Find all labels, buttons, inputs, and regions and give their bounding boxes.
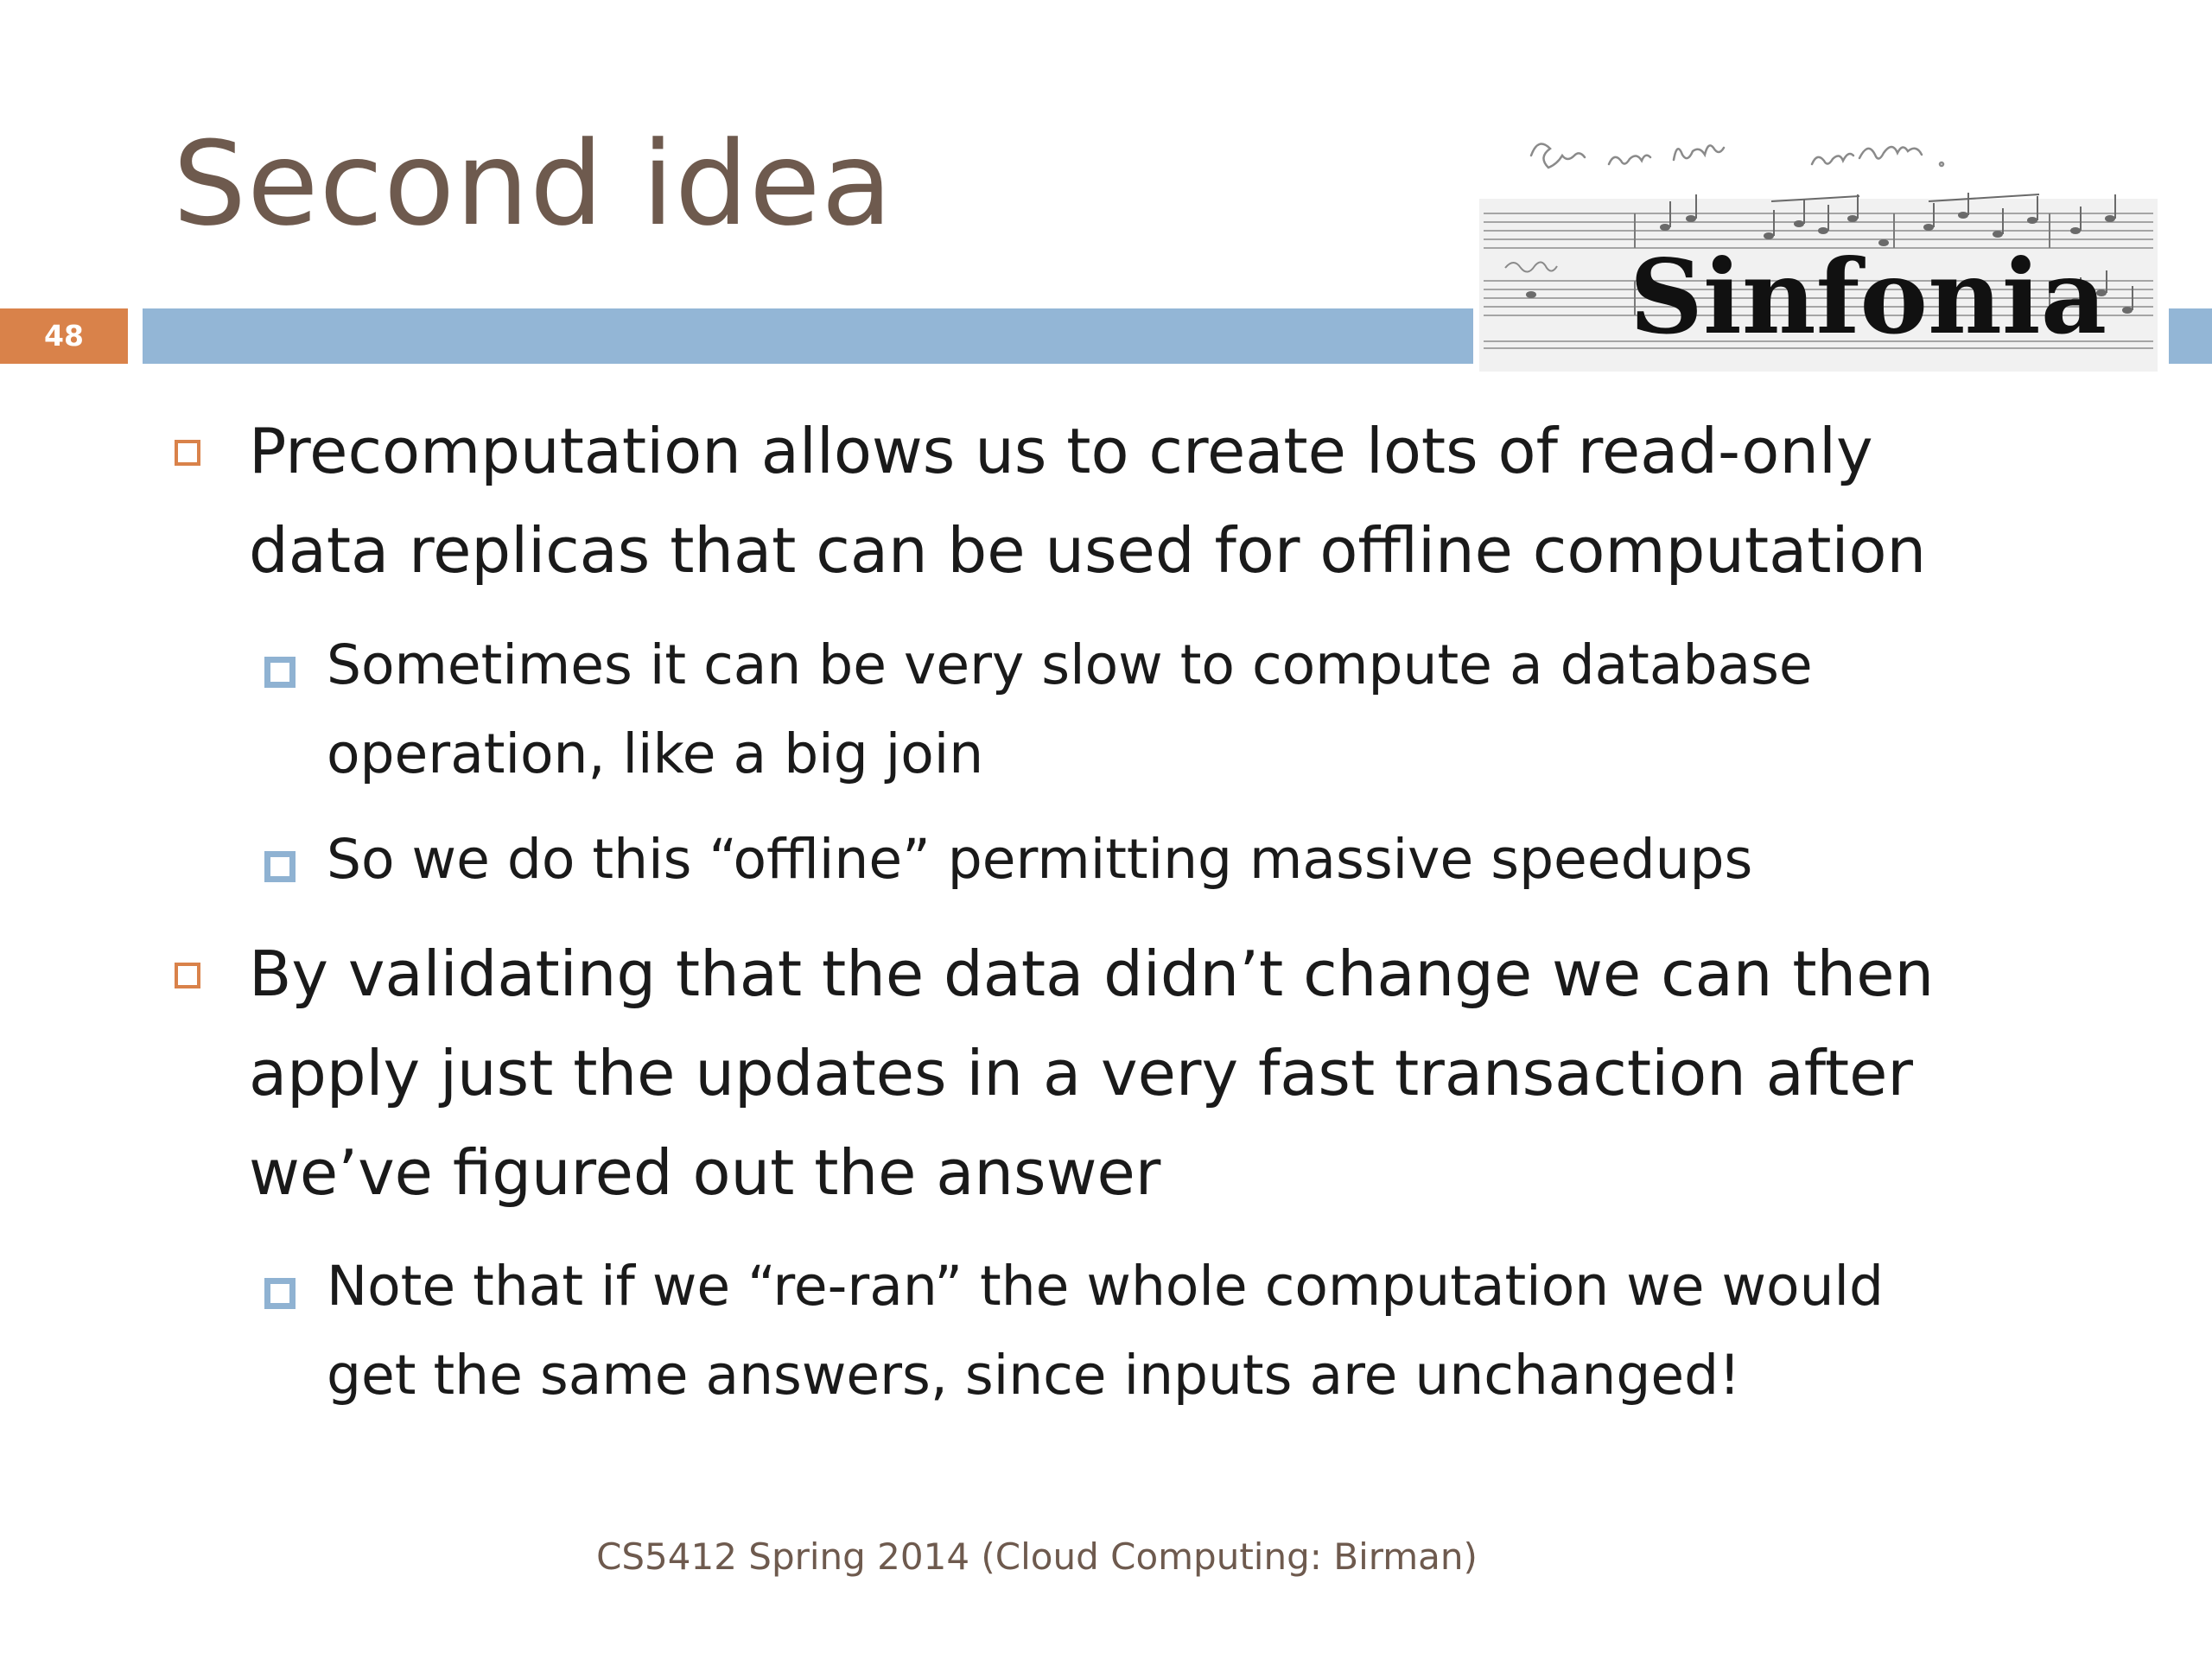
sub-bullet-3-line-2: get the same answers, since inputs are unchanged! — [327, 1344, 1741, 1407]
bullet-2-line-3: we’ve figured out the answer — [249, 1136, 1161, 1209]
bullet-2-line-1: By validating that the data didn’t change we can then — [249, 938, 1935, 1010]
bullet-2-line-2: apply just the updates in a very fast transaction after — [249, 1037, 1913, 1109]
sub-bullet-1-line-2: operation, like a big join — [327, 722, 984, 785]
square-bullet-icon — [264, 851, 296, 882]
footer-text: CS5412 Spring 2014 (Cloud Computing: Birman) — [596, 1535, 1478, 1578]
square-bullet-icon — [175, 963, 200, 988]
sub-bullet-1 — [327, 620, 1813, 798]
sheet-music-image — [1479, 117, 2158, 372]
sub-bullet-2 — [327, 815, 1752, 904]
sub-bullet-2-line-1: So we do this “offline” permitting massive speedups — [327, 828, 1753, 891]
square-bullet-icon — [264, 657, 296, 688]
bullet-1 — [249, 402, 1926, 601]
square-bullet-icon — [264, 1278, 296, 1309]
sub-bullet-1-line-1: Sometimes it can be very slow to compute a database — [327, 633, 1813, 696]
bullet-1-line-1: Precomputation allows us to create lots of read-only — [249, 415, 1873, 487]
sub-bullet-3 — [327, 1242, 1884, 1420]
sinfonia-script: Sinfonia — [1629, 237, 2107, 357]
bullet-2 — [249, 925, 1934, 1223]
header-bar — [143, 308, 1473, 364]
slide-number: 48 — [0, 308, 128, 364]
sub-bullet-3-line-1: Note that if we “re-ran” the whole computation we would — [327, 1255, 1884, 1318]
header-bar-end — [2169, 308, 2212, 364]
slide-footer — [0, 1535, 2212, 1578]
square-bullet-icon — [175, 440, 200, 466]
bullet-1-line-2: data replicas that can be used for offline computation — [249, 514, 1927, 587]
slide-title: Second idea — [173, 117, 893, 251]
